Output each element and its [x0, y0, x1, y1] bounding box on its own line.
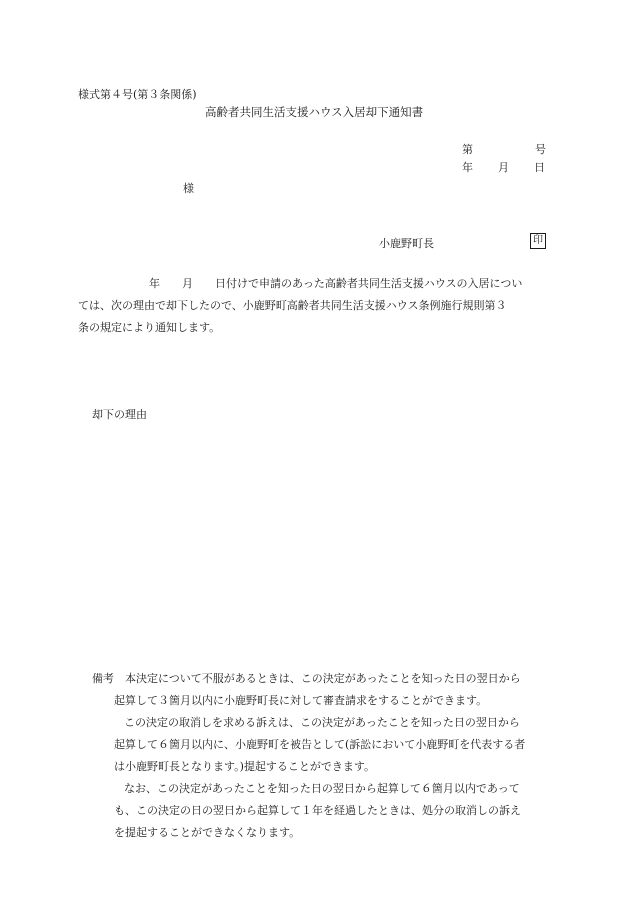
addressee-honorific: 様 [183, 182, 194, 195]
notice-body [78, 273, 552, 339]
form-label: 様式第４号(第３条関係) [78, 88, 197, 101]
date-year-label: 年 [462, 161, 473, 174]
remarks-line-5: は小鹿野町長となります。)提起することができます。 [114, 760, 376, 773]
remarks-section [92, 668, 562, 844]
remarks-line-3: この決定の取消しを求める訴えは、この決定があったことを知った日の翌日から [124, 716, 520, 729]
body-line-3: 条の規定により通知します。 [78, 321, 221, 334]
issuer-name: 小鹿野町長 [379, 237, 434, 250]
seal-mark: 印 [530, 233, 546, 249]
number-suffix: 号 [535, 143, 546, 156]
issue-date-line [462, 161, 545, 174]
remarks-line-8: を提起することができなくなります。 [114, 826, 301, 839]
document-number-line [462, 143, 546, 156]
rejection-reason-label: 却下の理由 [92, 408, 147, 421]
date-month-label: 月 [498, 161, 509, 174]
remarks-line-1: 備考 本決定について不服があるときは、この決定があったことを知った日の翌日から [92, 672, 521, 685]
remarks-line-7: も、この決定の日の翌日から起算して１年を経過したときは、処分の取消しの訴え [114, 804, 521, 817]
body-line-1: 年 月 日付けで申請のあった高齢者共同生活支援ハウスの入居につい [149, 277, 523, 290]
remarks-line-6: なお、この決定があったことを知った日の翌日から起算して６箇月以内であって [124, 782, 520, 795]
remarks-line-2: 起算して３箇月以内に小鹿野町長に対して審査請求をすることができます。 [114, 694, 488, 707]
remarks-line-4: 起算して６箇月以内に、小鹿野町を被告として(訴訟において小鹿野町を代表する者 [114, 738, 526, 751]
number-prefix: 第 [462, 143, 473, 156]
body-line-2: ては、次の理由で却下したので、小鹿野町高齢者共同生活支援ハウス条例施行規則第３ [78, 299, 507, 312]
date-day-label: 日 [534, 161, 545, 174]
document-title: 高齢者共同生活支援ハウス入居却下通知書 [205, 105, 424, 119]
